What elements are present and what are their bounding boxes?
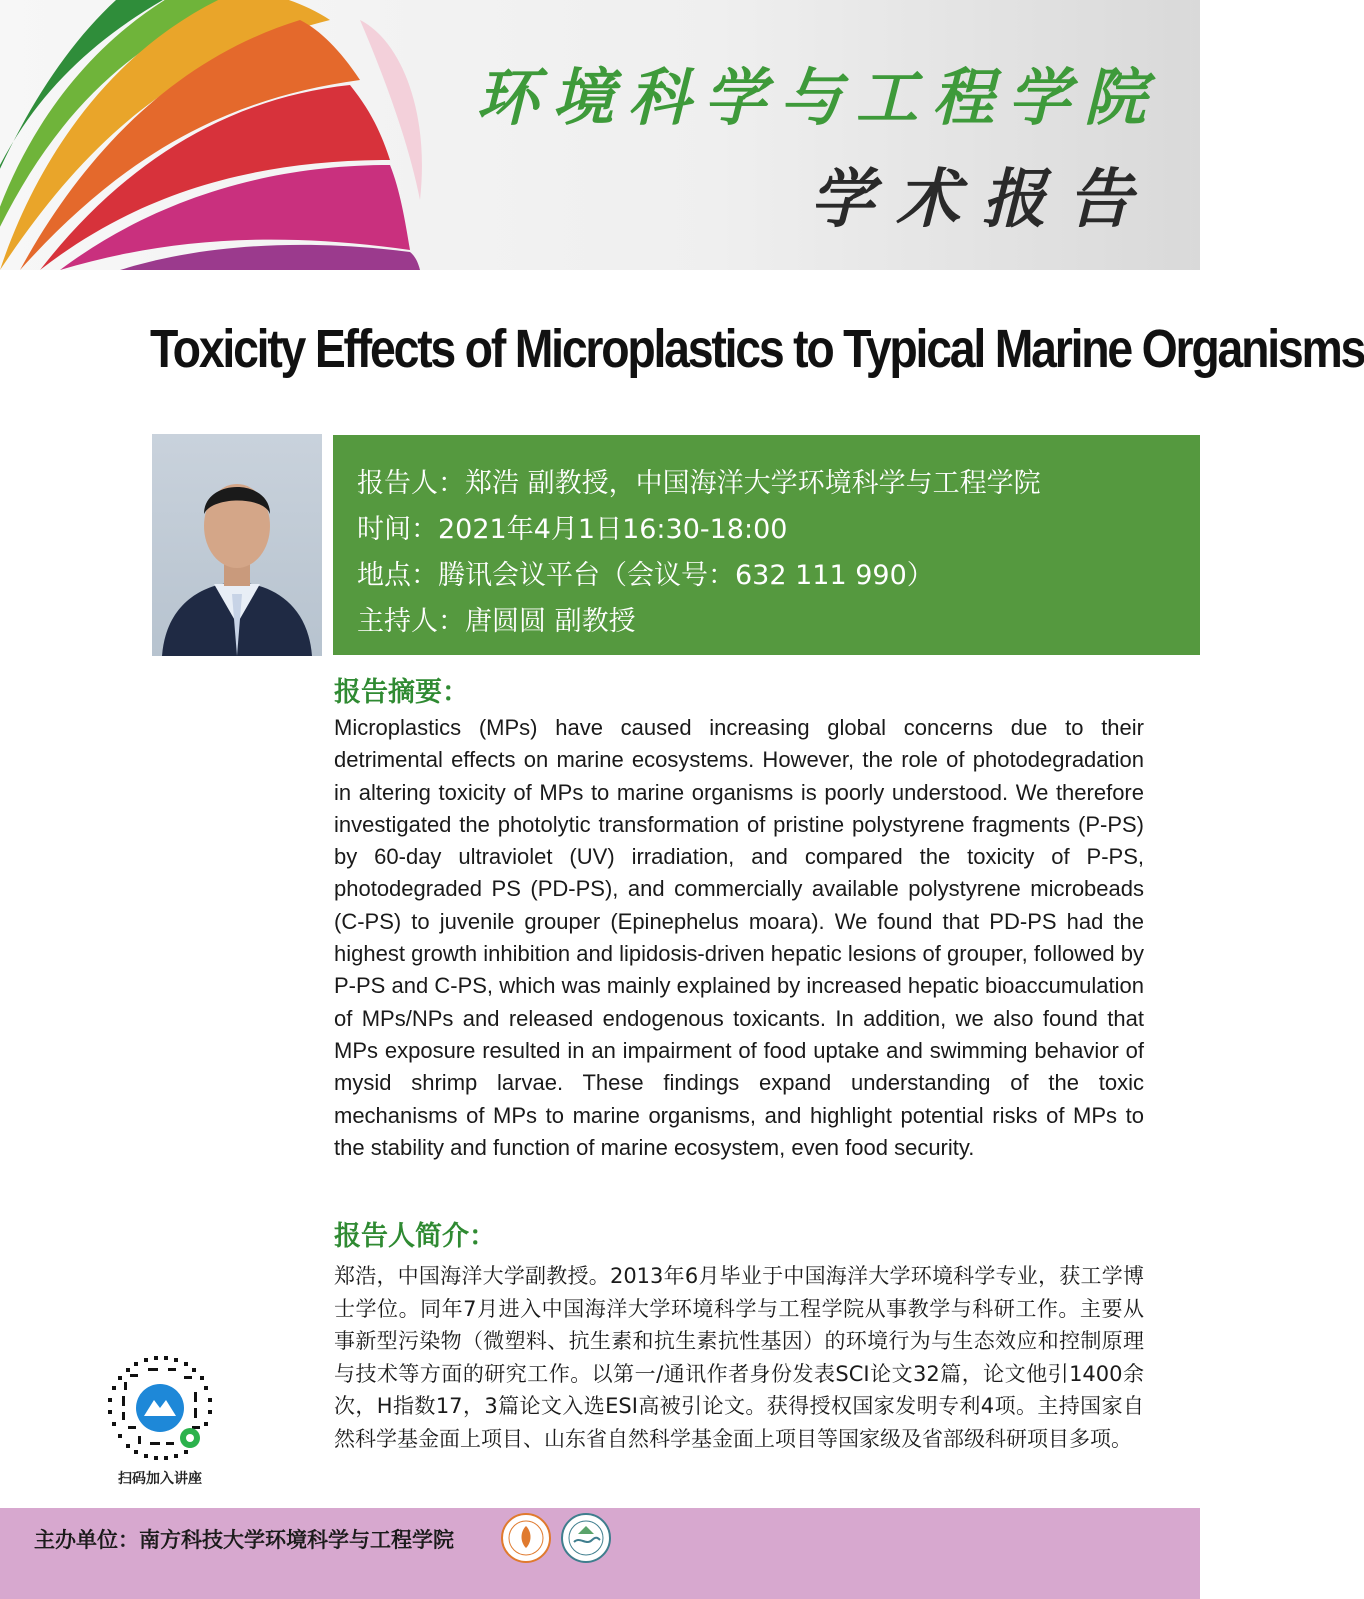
qr-caption: 扫码加入讲座 [118,1471,202,1487]
school-logo-icon [560,1512,612,1564]
decorative-petals [0,0,440,270]
speaker-portrait-illustration [152,434,322,656]
organizer-text: 主办单位：南方科技大学环境科学与工程学院 [34,1528,454,1552]
mini-program-qr-code[interactable] [104,1352,216,1464]
header-banner [0,0,1200,270]
report-type-title: 学术报告 [810,162,1154,237]
bio-text: 郑浩，中国海洋大学副教授。2013年6月毕业于中国海洋大学环境科学专业，获工学博士学位。同年7月进入中国海洋大学环境科学与工程学院从事教学与科研工作。主要从事新型污染物（微塑料、抗生素和抗生素抗性基因）的环境行为与生态效应和控制原理与技术等方面的研究工作。以第一/通讯作者身份发表SCI论文32篇，论文他引1400余次，H指数17，3篇论文入选ESI高被引论文。获得授权国家发明专利4项。主持国家自然科学基金面上项目、山东省自然科学基金面上项目等国家级及省部级科研项目多项。 [334,1264,1144,1451]
university-logo-icon [500,1512,552,1564]
bio-heading: 报告人简介： [334,1221,496,1252]
school-title: 环境科学与工程学院 [475,61,1160,134]
speaker-line: 报告人：郑浩 副教授，中国海洋大学环境科学与工程学院 [357,468,1041,499]
time-line: 时间：2021年4月1日16:30-18:00 [357,514,788,545]
info-box [333,435,1200,655]
host-line: 主持人：唐圆圆 副教授 [357,606,636,637]
speaker-photo [152,434,322,656]
place-line: 地点：腾讯会议平台（会议号：632 111 990） [357,560,934,591]
abstract-heading: 报告摘要： [334,677,469,708]
talk-title: Toxicity Effects of Microplastics to Typical Marine Organisms [150,319,1364,379]
abstract-text: Microplastics (MPs) have caused increasing global concerns due to their detrimental effects on marine ecosystems. However, the role of photodegradation in altering toxicity of MPs to marine organisms is poorly understood. We therefore investigated the photolytic transformation of pristine polystyrene fragments (P-PS) by 60-day ultraviolet (UV) irradiation, and compared the toxicity of P-PS, photodegraded PS (PD-PS), and commercially available polystyrene microbeads (C-PS) to juvenile grouper (Epinephelus moara). We found that PD-PS had the highest growth inhibition and lipidosis-driven hepatic lesions of grouper, followed by P-PS and C-PS, which was mainly explained by increased hepatic bioaccumulation of MPs/NPs and released endogenous toxicants. In addition, we also found that MPs exposure resulted in an impairment of food uptake and swimming behavior of mysid shrimp larvae. These findings expand understanding of the toxic mechanisms of MPs to marine organisms, and highlight potential risks of MPs to the stability and function of marine ecosystem, even food security. [334,715,1144,1160]
